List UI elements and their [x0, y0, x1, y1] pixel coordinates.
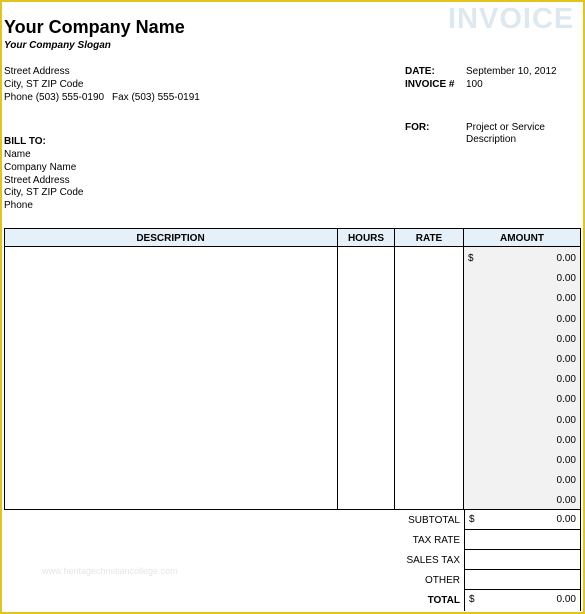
- amount-value: 0.00: [556, 313, 576, 325]
- header-description: DESCRIPTION: [136, 233, 205, 244]
- invoice-number-value: 100: [466, 79, 483, 90]
- amount-value: 0.00: [556, 333, 576, 345]
- company-phone: Phone (503) 555-0190: [4, 92, 105, 103]
- total-value-box[interactable]: [464, 590, 581, 611]
- amount-value: 0.00: [556, 475, 576, 487]
- amount-cell[interactable]: [464, 389, 580, 409]
- amount-cell[interactable]: [464, 329, 580, 349]
- date-value: September 10, 2012: [466, 66, 557, 77]
- company-city: City, ST ZIP Code: [4, 79, 84, 90]
- amount-cell[interactable]: [464, 490, 580, 510]
- amount-cell[interactable]: [464, 410, 580, 430]
- header-hours: HOURS: [347, 233, 385, 244]
- amount-cell[interactable]: [464, 369, 580, 389]
- amount-cell[interactable]: [464, 248, 580, 268]
- amount-value: 0.00: [556, 273, 576, 285]
- amount-value: 0.00: [556, 293, 576, 305]
- bill-to-street: Street Address: [4, 175, 70, 186]
- bill-to-company: Company Name: [4, 162, 77, 173]
- amount-value: 0.00: [556, 414, 576, 426]
- other-value-box[interactable]: [464, 570, 581, 590]
- sales-tax-label: SALES TAX: [406, 555, 460, 566]
- amount-cell[interactable]: [464, 309, 580, 329]
- for-value-line2: Description: [466, 134, 517, 145]
- sales-tax-value-box[interactable]: [464, 550, 581, 570]
- amount-currency: $: [468, 253, 474, 264]
- amount-value: 0.00: [556, 354, 576, 365]
- amount-value: 0.00: [556, 455, 576, 466]
- company-fax: Fax (503) 555-0191: [112, 92, 200, 103]
- amount-cell[interactable]: [464, 470, 580, 490]
- company-street: Street Address: [4, 66, 70, 77]
- invoice-number-label: INVOICE #: [405, 79, 455, 90]
- for-label: FOR:: [405, 122, 430, 133]
- total-value: 0.00: [556, 594, 576, 605]
- table-divider: [337, 228, 338, 510]
- tax-rate-value-box[interactable]: [464, 530, 581, 550]
- amount-value: 0.00: [556, 434, 576, 446]
- subtotal-label: SUBTOTAL: [408, 515, 460, 526]
- bill-to-label: BILL TO:: [4, 136, 46, 147]
- invoice-title: INVOICE: [448, 3, 575, 35]
- amount-cell[interactable]: [464, 450, 580, 470]
- date-label: DATE:: [405, 66, 435, 77]
- amount-value: 0.00: [556, 495, 576, 507]
- bill-to-name: Name: [4, 149, 31, 160]
- for-value-line1: Project or Service: [466, 122, 545, 133]
- line-items-table: [4, 228, 581, 510]
- table-border-left: [4, 228, 5, 510]
- amount-value: 0.00: [556, 394, 576, 406]
- amount-cell[interactable]: [464, 268, 580, 288]
- amount-value: 0.00: [556, 253, 576, 264]
- amount-cell[interactable]: [464, 288, 580, 308]
- tax-rate-label: TAX RATE: [412, 535, 460, 546]
- subtotal-currency: $: [469, 514, 475, 525]
- table-border-right: [580, 228, 581, 510]
- total-currency: $: [469, 594, 475, 605]
- table-divider: [394, 228, 395, 510]
- other-label: OTHER: [425, 575, 460, 586]
- total-label: TOTAL: [427, 595, 460, 606]
- bill-to-phone: Phone: [4, 200, 33, 211]
- amount-cell[interactable]: [464, 349, 580, 369]
- company-name: Your Company Name: [4, 17, 185, 37]
- header-amount: AMOUNT: [500, 233, 544, 244]
- bill-to-city: City, ST ZIP Code: [4, 187, 84, 198]
- subtotal-value-box[interactable]: [464, 510, 581, 530]
- header-rate: RATE: [415, 233, 443, 244]
- watermark-text: www.heritagechristiancollege.com: [42, 566, 178, 576]
- company-slogan: Your Company Slogan: [4, 40, 111, 51]
- amount-cell[interactable]: [464, 430, 580, 450]
- subtotal-value: 0.00: [556, 514, 576, 525]
- amount-value: 0.00: [556, 374, 576, 386]
